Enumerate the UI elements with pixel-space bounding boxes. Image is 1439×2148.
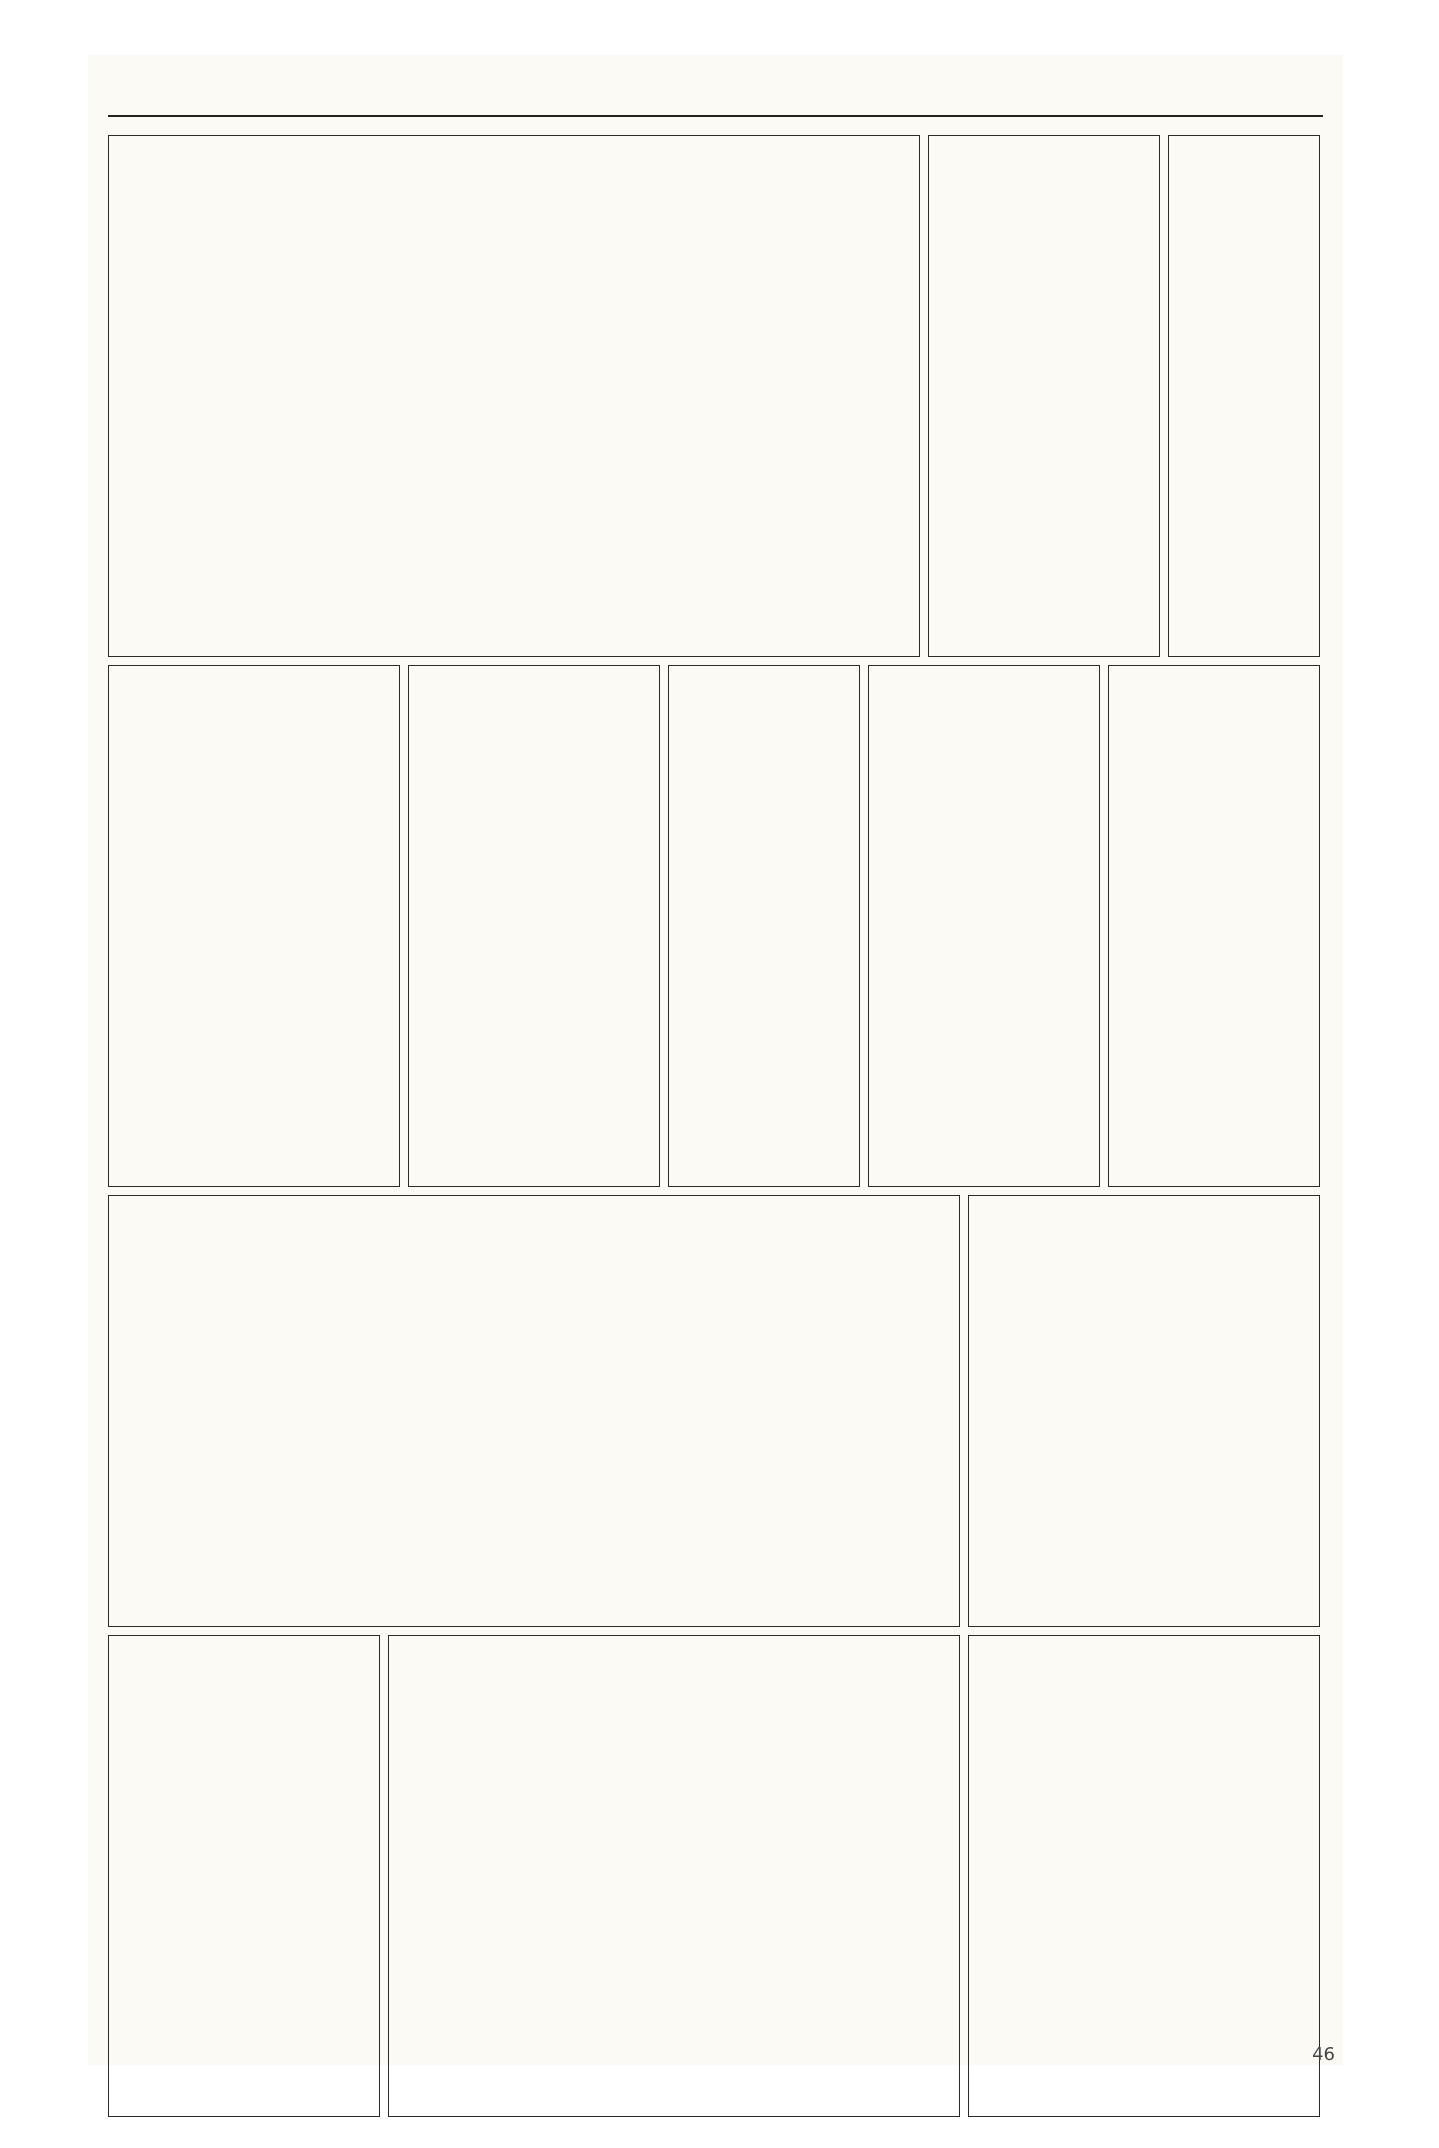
article-political-prisoners — [408, 665, 660, 1187]
article-poem-right — [968, 1195, 1320, 1627]
article-trial — [1108, 665, 1320, 1187]
content-grid — [108, 125, 1323, 2045]
article-poem-left — [108, 1195, 960, 1627]
article-world-labor-congress — [928, 135, 1160, 657]
article-four-freedoms — [108, 1635, 380, 2117]
article-youth — [108, 665, 400, 1187]
article-story — [388, 1635, 960, 2117]
newspaper-page — [88, 55, 1343, 2065]
article-relief-supplies — [1168, 135, 1320, 657]
masthead — [108, 55, 1323, 117]
article-world-peace — [108, 135, 920, 657]
article-feature-right — [968, 1635, 1320, 2117]
article-arrest — [868, 665, 1100, 1187]
page-number: 46 — [1312, 2044, 1335, 2065]
article-delegation — [668, 665, 860, 1187]
